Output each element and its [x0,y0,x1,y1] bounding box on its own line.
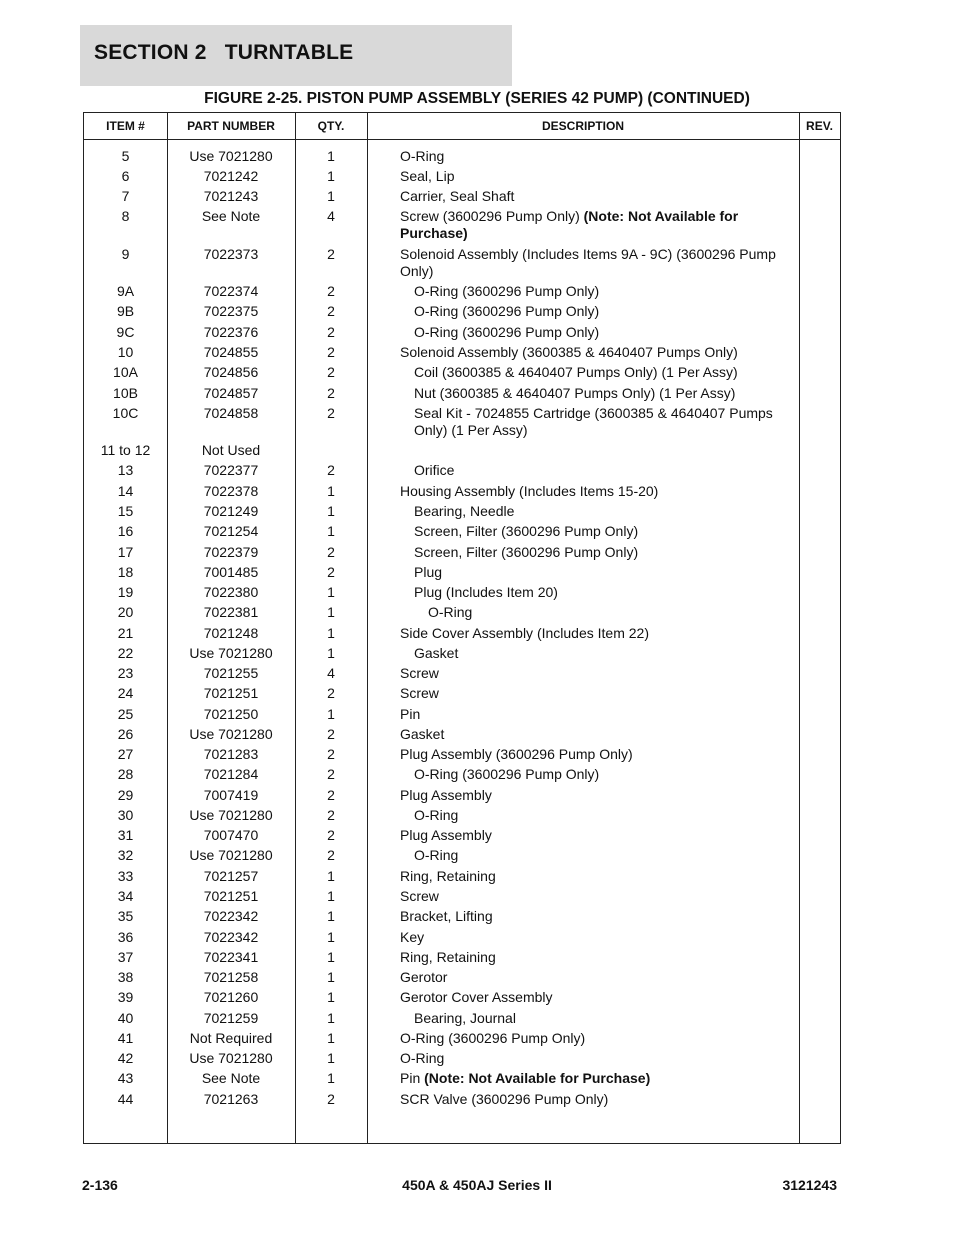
description-cell [400,888,800,905]
description-cell [414,645,800,662]
description-cell [428,604,800,621]
part-number-cell: Use 7021280 [189,726,273,742]
description-text: Ring, Retaining [400,949,496,965]
description-cell [400,168,800,185]
description-cell [400,827,800,844]
item-number-cell: 25 [117,706,134,722]
part-number-cell: 7022375 [203,303,259,319]
quantity-cell: 4 [327,208,335,224]
part-number-cell: See Note [201,208,261,224]
item-number-cell: 37 [117,949,134,965]
description-text: Pin [400,1070,425,1086]
description-cell [414,503,800,520]
item-number-cell: 10B [113,385,138,401]
description-text: Screw [400,888,439,904]
description-text: O-Ring [414,847,459,863]
item-number-cell: 23 [117,665,134,681]
item-number-cell: 33 [117,868,134,884]
description-cell [414,303,800,320]
part-number-cell: 7021284 [203,766,259,782]
description-text: Coil (3600385 & 4640407 Pumps Only) (1 Per Assy) [414,364,738,380]
description-text: Bracket, Lifting [400,908,493,924]
quantity-cell: 4 [327,665,335,681]
quantity-cell: 1 [327,148,335,164]
description-text: Bearing, Needle [414,503,515,519]
part-number-cell: 7001485 [203,564,259,580]
quantity-cell: 2 [327,847,335,863]
part-number-cell: Use 7021280 [189,148,273,164]
description-text: O-Ring (3600296 Pump Only) [400,1030,586,1046]
column-header-description: DESCRIPTION [541,119,624,133]
item-number-cell: 15 [117,503,134,519]
description-cell [414,564,800,581]
quantity-cell: 1 [327,1050,335,1066]
quantity-cell: 2 [327,685,335,701]
quantity-cell: 2 [327,344,335,360]
description-cell [414,1010,800,1027]
quantity-cell: 1 [327,188,335,204]
quantity-cell: 2 [327,405,335,421]
part-number-cell: See Note [201,1070,261,1086]
part-number-cell: 7024855 [203,344,259,360]
description-note: (Note: Not Available for Purchase) [400,208,739,241]
part-number-cell: 7022378 [203,483,259,499]
part-number-cell: 7022381 [203,604,259,620]
description-text: O-Ring (3600296 Pump Only) [414,766,600,782]
item-number-cell: 28 [117,766,134,782]
description-text: Housing Assembly (Includes Items 15-20) [400,483,659,499]
description-text: Screw [400,685,439,701]
description-cell [400,685,800,702]
quantity-cell: 1 [327,1070,335,1086]
quantity-cell: 1 [327,1010,335,1026]
item-number-cell: 9C [116,324,135,340]
part-number-cell: 7021260 [203,989,259,1005]
description-cell [400,929,800,946]
description-cell [400,625,800,642]
description-text: Plug [414,564,443,580]
item-number-cell: 41 [117,1030,134,1046]
description-cell [400,665,800,682]
description-text: Plug Assembly (3600296 Pump Only) [400,746,633,762]
description-cell [414,462,800,479]
part-number-cell: 7021254 [203,523,259,539]
description-text: O-Ring [414,807,459,823]
description-cell [414,766,800,783]
part-number-cell: 7021251 [203,888,259,904]
quantity-cell: 1 [327,929,335,945]
description-text: O-Ring [400,148,445,164]
description-text: Solenoid Assembly (Includes Items 9A - 9C) (3600296 Pump Only) [400,246,776,279]
parts-table [83,112,841,1144]
quantity-cell: 2 [327,246,335,262]
description-cell [400,908,800,925]
quantity-cell: 1 [327,1030,335,1046]
description-cell [400,989,800,1006]
item-number-cell: 38 [117,969,134,985]
part-number-cell: 7022380 [203,584,259,600]
item-number-cell: 32 [117,847,134,863]
part-number-cell: Use 7021280 [189,847,273,863]
description-text: Side Cover Assembly (Includes Item 22) [400,625,649,641]
quantity-cell: 1 [327,503,335,519]
footer-page-number: 2-136 [82,1177,118,1193]
description-text: O-Ring (3600296 Pump Only) [414,303,600,319]
item-number-cell: 5 [121,148,130,164]
quantity-cell: 2 [327,324,335,340]
quantity-cell: 1 [327,868,335,884]
quantity-cell: 1 [327,969,335,985]
part-number-cell: Use 7021280 [189,645,273,661]
quantity-cell: 2 [327,462,335,478]
item-number-cell: 42 [117,1050,134,1066]
item-number-cell: 22 [117,645,134,661]
description-text: Plug Assembly [400,787,492,803]
column-header-rev: REV. [806,119,833,133]
quantity-cell: 1 [327,604,335,620]
description-cell [400,1070,800,1087]
part-number-cell: 7024856 [203,364,259,380]
quantity-cell: 2 [327,726,335,742]
header-divider [84,139,840,140]
item-number-cell: 35 [117,908,134,924]
part-number-cell: 7021263 [203,1091,259,1107]
description-cell [400,1091,800,1108]
quantity-cell: 2 [327,807,335,823]
part-number-cell: 7021259 [203,1010,259,1026]
description-cell [414,405,800,439]
part-number-cell: 7022373 [203,246,259,262]
description-cell [400,1050,800,1067]
part-number-cell: 7024858 [203,405,259,421]
description-text: O-Ring [400,1050,445,1066]
description-cell [414,807,800,824]
item-number-cell: 10C [112,405,139,421]
part-number-cell: 7021283 [203,746,259,762]
part-number-cell: 7022342 [203,908,259,924]
quantity-cell: 1 [327,908,335,924]
description-cell [414,584,800,601]
description-cell [400,148,800,165]
description-text: Screen, Filter (3600296 Pump Only) [414,523,639,539]
quantity-cell: 2 [327,283,335,299]
part-number-cell: 7022376 [203,324,259,340]
description-note: (Note: Not Available for Purchase) [424,1070,651,1086]
item-number-cell: 6 [121,168,130,184]
description-text: O-Ring [428,604,473,620]
item-number-cell: 36 [117,929,134,945]
item-number-cell: 18 [117,564,134,580]
part-number-cell: 7022342 [203,929,259,945]
item-number-cell: 34 [117,888,134,904]
part-number-cell: 7021248 [203,625,259,641]
item-number-cell: 9B [116,303,135,319]
footer-model: 450A & 450AJ Series II [402,1177,552,1193]
description-cell [400,1030,800,1047]
description-cell [400,246,800,280]
quantity-cell: 1 [327,625,335,641]
description-cell [414,523,800,540]
quantity-cell: 1 [327,989,335,1005]
description-text: Seal Kit - 7024855 Cartridge (3600385 & 4640407 Pumps Only) (1 Per Assy) [414,405,773,438]
part-number-cell: Not Required [189,1030,273,1046]
description-text: Ring, Retaining [400,868,496,884]
part-number-cell: 7007419 [203,787,259,803]
part-number-cell: 7022379 [203,544,259,560]
quantity-cell: 2 [327,827,335,843]
column-divider [367,113,368,1143]
part-number-cell: 7007470 [203,827,259,843]
quantity-cell: 1 [327,888,335,904]
description-cell [414,544,800,561]
part-number-cell: 7021255 [203,665,259,681]
part-number-cell: Use 7021280 [189,807,273,823]
description-cell [400,344,800,361]
description-cell [414,324,800,341]
description-text: Key [400,929,425,945]
part-number-cell: 7022341 [203,949,259,965]
quantity-cell: 1 [327,523,335,539]
item-number-cell: 19 [117,584,134,600]
description-text: Pin [400,706,421,722]
item-number-cell: 14 [117,483,134,499]
item-number-cell: 9A [116,283,135,299]
part-number-cell: 7021257 [203,868,259,884]
footer-doc-number: 3121243 [782,1177,837,1193]
section-title: SECTION 2 TURNTABLE [94,41,354,64]
description-text: Screen, Filter (3600296 Pump Only) [414,544,639,560]
quantity-cell: 2 [327,766,335,782]
quantity-cell: 2 [327,303,335,319]
item-number-cell: 31 [117,827,134,843]
description-text: Nut (3600385 & 4640407 Pumps Only) (1 Per Assy) [414,385,736,401]
description-text: Bearing, Journal [414,1010,516,1026]
quantity-cell: 2 [327,544,335,560]
column-header-item: ITEM # [106,119,145,133]
description-text: Gasket [400,726,445,742]
description-cell [400,706,800,723]
item-number-cell: 44 [117,1091,134,1107]
quantity-cell: 2 [327,385,335,401]
item-number-cell: 39 [117,989,134,1005]
item-number-cell: 10 [117,344,134,360]
quantity-cell: 2 [327,564,335,580]
item-number-cell: 16 [117,523,134,539]
item-number-cell: 20 [117,604,134,620]
description-text: Gerotor Cover Assembly [400,989,553,1005]
item-number-cell: 9 [121,246,130,262]
description-text: Gasket [414,645,459,661]
item-number-cell: 43 [117,1070,134,1086]
description-text: Orifice [414,462,455,478]
quantity-cell: 1 [327,584,335,600]
quantity-cell: 1 [327,706,335,722]
description-cell [400,208,800,242]
description-cell [400,483,800,500]
quantity-cell: 2 [327,364,335,380]
item-number-cell: 24 [117,685,134,701]
description-text: Plug Assembly [400,827,492,843]
column-header-qty: QTY. [317,119,345,133]
quantity-cell: 2 [327,787,335,803]
part-number-cell: Not Used [201,442,261,458]
part-number-cell: 7021258 [203,969,259,985]
column-header-part-number: PART NUMBER [187,119,275,133]
quantity-cell: 2 [327,1091,335,1107]
part-number-cell: 7021249 [203,503,259,519]
item-number-cell: 7 [121,188,130,204]
description-cell [400,868,800,885]
description-cell [400,787,800,804]
description-text: Solenoid Assembly (3600385 & 4640407 Pumps Only) [400,344,738,360]
figure-title: FIGURE 2-25. PISTON PUMP ASSEMBLY (SERIES 42 PUMP) (CONTINUED) [204,90,750,107]
quantity-cell: 2 [327,746,335,762]
description-cell [400,726,800,743]
description-text: Screw [400,665,439,681]
description-cell [400,746,800,763]
description-text: SCR Valve (3600296 Pump Only) [400,1091,609,1107]
part-number-cell: 7021243 [203,188,259,204]
part-number-cell: 7021251 [203,685,259,701]
item-number-cell: 26 [117,726,134,742]
description-cell [414,847,800,864]
item-number-cell: 30 [117,807,134,823]
description-cell [400,188,800,205]
part-number-cell: 7022377 [203,462,259,478]
item-number-cell: 10A [113,364,138,380]
description-text: Seal, Lip [400,168,455,184]
part-number-cell: Use 7021280 [189,1050,273,1066]
description-cell [414,283,800,300]
item-number-cell: 29 [117,787,134,803]
quantity-cell: 1 [327,645,335,661]
part-number-cell: 7022374 [203,283,259,299]
description-text: Carrier, Seal Shaft [400,188,515,204]
quantity-cell: 1 [327,483,335,499]
quantity-cell: 1 [327,168,335,184]
description-text: O-Ring (3600296 Pump Only) [414,283,600,299]
description-cell [400,969,800,986]
part-number-cell: 7021250 [203,706,259,722]
item-number-cell: 8 [121,208,130,224]
description-text: Screw (3600296 Pump Only) [400,208,584,224]
description-cell [414,385,800,402]
part-number-cell: 7021242 [203,168,259,184]
quantity-cell: 1 [327,949,335,965]
item-number-cell: 13 [117,462,134,478]
item-number-cell: 40 [117,1010,134,1026]
description-text: Gerotor [400,969,448,985]
item-number-cell: 17 [117,544,134,560]
item-number-cell: 27 [117,746,134,762]
description-cell [400,949,800,966]
item-number-cell: 11 to 12 [100,442,151,458]
description-cell [414,364,800,381]
description-text: Plug (Includes Item 20) [414,584,558,600]
description-text: O-Ring (3600296 Pump Only) [414,324,600,340]
item-number-cell: 21 [117,625,134,641]
part-number-cell: 7024857 [203,385,259,401]
